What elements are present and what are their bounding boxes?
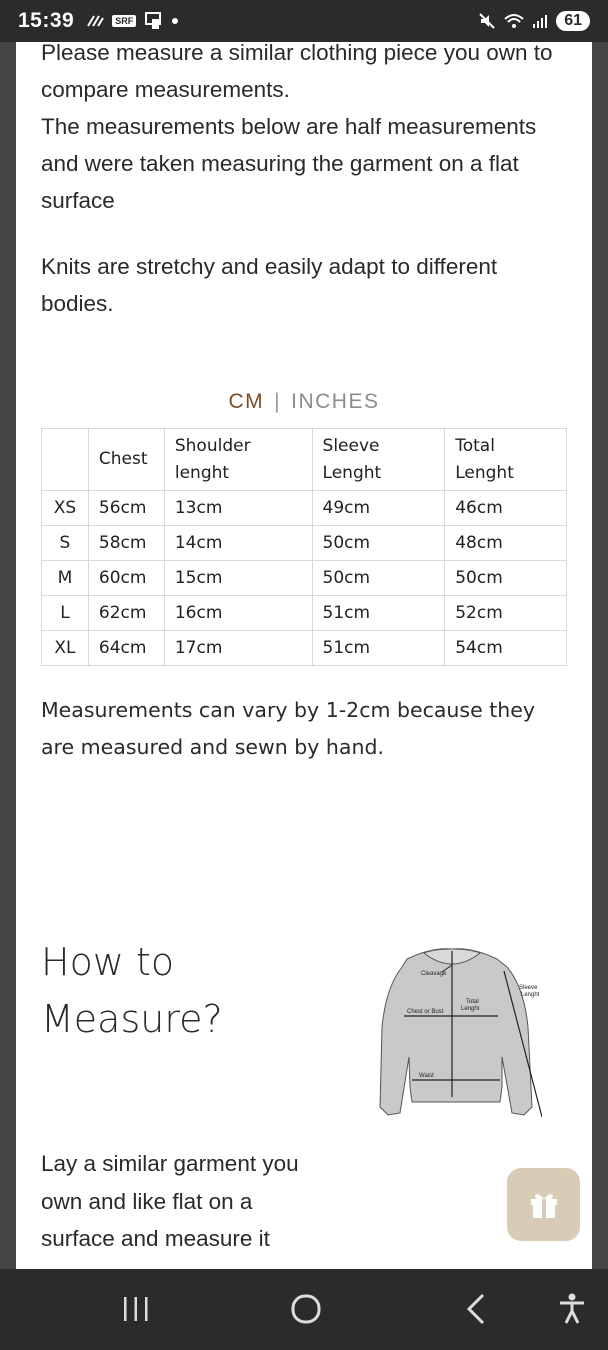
diagram-label-sleeve-1: Sleeve xyxy=(519,985,538,991)
background-left-edge xyxy=(0,42,16,1269)
srf-icon: SRF xyxy=(112,15,136,27)
unit-toggle xyxy=(16,390,592,414)
table-row xyxy=(42,596,567,631)
size-label: XL xyxy=(42,631,89,666)
battery-indicator: 61 xyxy=(556,11,590,31)
gift-button[interactable] xyxy=(507,1168,580,1241)
chest-value: 62cm xyxy=(88,596,164,631)
chest-value: 64cm xyxy=(88,631,164,666)
chest-value: 58cm xyxy=(88,526,164,561)
how-to-measure-heading xyxy=(41,934,223,1048)
status-bar xyxy=(0,0,608,42)
back-icon xyxy=(465,1293,487,1325)
size-label: L xyxy=(42,596,89,631)
size-label: M xyxy=(42,561,89,596)
diagram-label-total-2: Lenght xyxy=(461,1006,480,1012)
background-right-edge xyxy=(592,42,608,1269)
knits-note: Knits are stretchy and easily adapt to different bodies. xyxy=(41,254,498,316)
shoulder-value: 15cm xyxy=(164,561,312,596)
total-value: 48cm xyxy=(445,526,567,561)
table-row xyxy=(42,491,567,526)
size-label: XS xyxy=(42,491,89,526)
heading-line-2: Measure? xyxy=(41,997,223,1041)
diagram-label-sleeve-2: Lenght xyxy=(521,992,540,998)
heading-line-1: How to xyxy=(41,940,175,984)
total-value: 46cm xyxy=(445,491,567,526)
diagram-label-total-1: Total xyxy=(466,999,479,1005)
table-header-chest: Chest xyxy=(88,429,164,491)
table-row xyxy=(42,561,567,596)
table-row xyxy=(42,526,567,561)
measurement-variance-note: Measurements can vary by 1-2cm because they are measured and sewn by hand. xyxy=(41,698,535,759)
unit-cm-option[interactable]: CM xyxy=(228,390,265,413)
shoulder-value: 17cm xyxy=(164,631,312,666)
shoulder-value: 13cm xyxy=(164,491,312,526)
accessibility-icon xyxy=(558,1293,586,1325)
recent-apps-button[interactable] xyxy=(116,1289,156,1329)
lay-garment-instructions: Lay a similar garment you own and like flat on a surface and measure it xyxy=(41,1151,299,1251)
diagram-label-chest: Chest or Bust xyxy=(407,1009,444,1015)
table-row xyxy=(42,631,567,666)
diagram-label-cleavage: Cleavage xyxy=(421,971,447,977)
navigation-bar xyxy=(0,1269,608,1350)
sleeve-value: 51cm xyxy=(312,596,445,631)
chest-value: 56cm xyxy=(88,491,164,526)
table-header-size xyxy=(42,429,89,491)
table-header-total: Total Lenght xyxy=(445,429,567,491)
cell-signal-icon xyxy=(532,13,548,29)
total-value: 52cm xyxy=(445,596,567,631)
sleeve-value: 50cm xyxy=(312,561,445,596)
intro-line-half-measurements: The measurements below are half measurements and were taken measuring the garment on a flat surface xyxy=(41,114,537,213)
sweater-body xyxy=(380,949,532,1115)
mute-icon xyxy=(478,12,496,30)
cast-icon xyxy=(144,12,164,30)
size-chart-table xyxy=(41,428,567,666)
sleeve-value: 49cm xyxy=(312,491,445,526)
shoulder-value: 16cm xyxy=(164,596,312,631)
chest-value: 60cm xyxy=(88,561,164,596)
gift-icon xyxy=(528,1189,560,1221)
total-value: 50cm xyxy=(445,561,567,596)
home-icon xyxy=(290,1293,322,1325)
home-button[interactable] xyxy=(286,1289,326,1329)
wifi-icon xyxy=(504,13,524,29)
web-page-content[interactable] xyxy=(16,42,592,1269)
shoulder-value: 14cm xyxy=(164,526,312,561)
sleeve-value: 51cm xyxy=(312,631,445,666)
status-right-icons xyxy=(478,11,590,31)
unit-separator: | xyxy=(274,390,282,413)
sweater-measurement-diagram xyxy=(352,937,542,1137)
table-header-sleeve: Sleeve Lenght xyxy=(312,429,445,491)
table-header-shoulder: Shoulder lenght xyxy=(164,429,312,491)
status-time: 15:39 xyxy=(18,9,75,32)
intro-line-compare: Please measure a similar clothing piece you own to compare measurements. xyxy=(41,42,553,102)
total-value: 54cm xyxy=(445,631,567,666)
unit-inches-option[interactable]: INCHES xyxy=(291,390,380,413)
accessibility-button[interactable] xyxy=(552,1289,592,1329)
diagram-label-waist: Waist xyxy=(419,1073,434,1079)
size-label: S xyxy=(42,526,89,561)
table-header-row xyxy=(42,429,567,491)
signal-stripes-icon xyxy=(86,15,104,27)
status-left-icons xyxy=(86,12,178,30)
sleeve-value: 50cm xyxy=(312,526,445,561)
recent-apps-icon xyxy=(122,1296,150,1322)
back-button[interactable] xyxy=(456,1289,496,1329)
intro-text xyxy=(41,42,571,219)
notification-dot-icon xyxy=(172,18,178,24)
